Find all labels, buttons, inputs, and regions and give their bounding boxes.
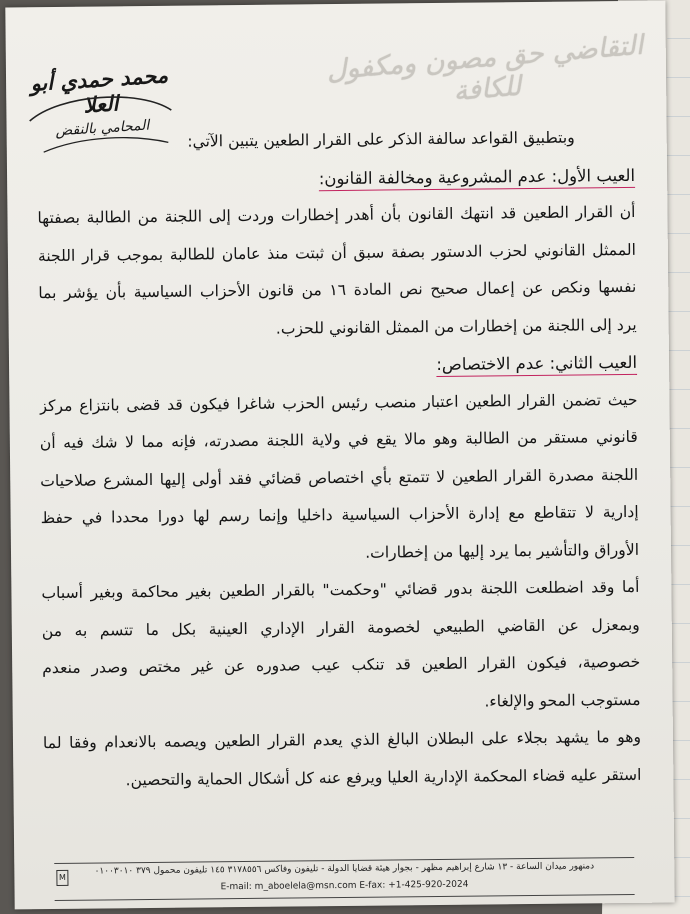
paragraph-line: يرد إلى اللجنة من إخطارات من الممثل القانوني للحزب. [275,315,637,338]
paragraph-line: اللجنة مصدرة القرار الطعين لا تتمتع بأي اختصاص قضائي فقد أولى إليها المشرع صلاحيات [40,465,639,490]
defect-two-heading [39,344,637,388]
paragraph-line: استقر عليه قضاء المحكمة الإدارية العليا ويرفع عنه كل أشكال الحماية والتحصين. [125,765,642,789]
paragraph-line: مستوجب المحو والإلغاء. [484,690,641,711]
paragraph-line: قانوني مستقر من الطالبة وهو مالا يقع في ولاية اللجنة مصدرته، فإنه مما لا شك فيه أن [39,427,638,453]
lawyer-title: المحامي بالنقض [54,117,150,140]
footer-contact: E-mail: m_aboelela@msn.com E-fax: +1-425-920-2024 [220,879,469,893]
paragraph-line: الممثل القانوني لحزب الدستور بصفة سبق أن ثبتت منذ عامان للطالبة بموجب قرار اللجنة [37,240,636,265]
letterhead-slogan: التقاضي حق مصون ومكفول للكافة [325,29,645,108]
document-body [37,119,642,800]
paragraph-line: وبمعزل عن القاضي الطبيعي لخصومة القرار الإداري العينية بكل ما تتسم به من [41,615,640,640]
intro-line: وبتطبيق القواعد سالفة الذكر على القرار الطعين يتبين الآتي: [187,128,575,151]
document-page [5,1,674,910]
paragraph-line: نفسها ونكص عن إعمال صحيح نص المادة ١٦ من قانون الأحزاب السياسية بأن يؤشر بما [38,277,637,303]
letterhead-footer [54,857,634,901]
paragraph-line: الأوراق والتأشير بما يرد إليها من إخطارات. [365,540,640,562]
paragraph-line: إدارية لا تتقاطع مع إدارة الأحزاب السياسية داخليا وإنما رسم لها دورا محددا في حفظ [40,502,639,528]
lawyer-name: محمد حمدي أبو العلا [29,62,169,118]
defect-two-heading-text: العيب الثاني: عدم الاختصاص: [436,352,638,374]
paragraph-line: وهو ما يشهد بجلاء على البطلان البالغ الذي يعدم القرار الطعين ويصمه بالانعدام وفقا لما [42,727,642,753]
paragraph-line: أن القرار الطعين قد انتهك القانون بأن أهدر إخطارات وردت إلى اللجنة من الطالبة بصفتها [37,202,636,228]
paragraph-line: حيث تضمن القرار الطعين اعتبار منصب رئيس الحزب شاغرا فيكون قد قضى بانتزاع مركز [39,390,638,415]
defect-one-heading [37,156,635,200]
footer-address: دمنهور ميدان الساعة - ١٣ شارع إبراهيم مظهر - بجوار هيئة قضايا الدولة - تليفون وفاكس ٣١٧٨٥٥٦ ١٤٥ تليفون محمول ٣٧٩ ٠١٠٠٣٠١٠ [94,861,595,877]
paragraph-line: أما وقد اضطلعت اللجنة بدور قضائي "وحكمت" بالقرار الطعين بغير محاكمة وبغير أسباب [41,577,640,603]
footer-logo-mark: M [56,870,68,886]
defect-one-heading-text: العيب الأول: عدم المشروعية ومخالفة القانون: [318,165,636,188]
paragraph-line: خصوصية، فيكون القرار الطعين قد تنكب عيب صدوره عن غير مختص وصدر منعدم [42,652,641,678]
